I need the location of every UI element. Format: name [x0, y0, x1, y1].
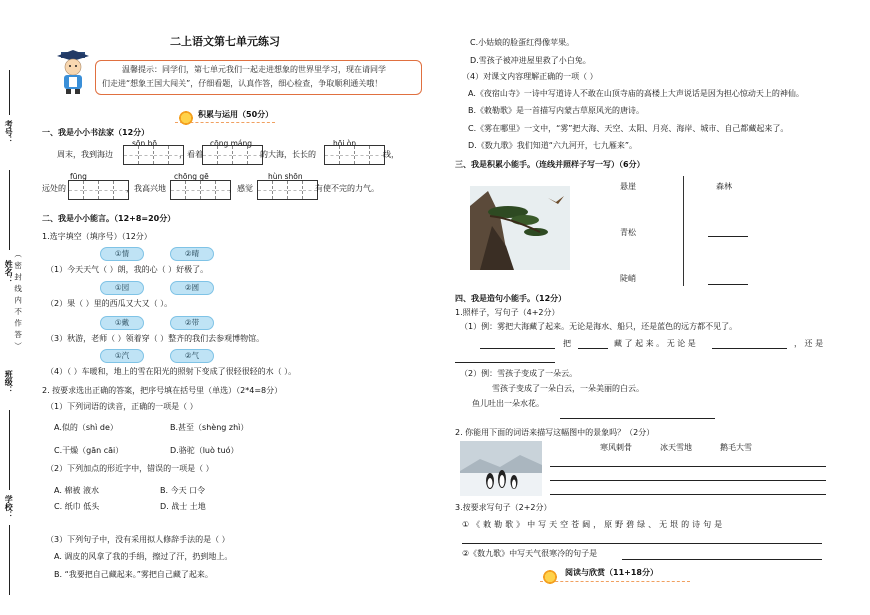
q1-text-h: 有使不完的力气。	[315, 184, 379, 193]
banji-label: 班级：	[4, 370, 14, 394]
section-banner: 积累与运用（50分）	[198, 110, 274, 119]
q1-title: 一、我是小小书法家（12分）	[42, 128, 150, 137]
option: D.雪孩子被冲进屋里救了小白兔。	[470, 56, 591, 65]
option-pill: ①戴	[100, 316, 144, 330]
q1-text-a: 周末，我到海边	[57, 150, 113, 159]
q1-text-e: 远处的	[42, 184, 66, 193]
describe-word: 寒风刺骨	[600, 443, 632, 452]
word-mid: 青松	[620, 228, 636, 237]
q4-3-2: ②《数九歌》中写天气很寒冷的句子是	[462, 549, 598, 558]
word-mid: 陡峭	[620, 274, 636, 283]
q2-1-3: （3）秋游，老师（ ）领着穿（ ）整齐的我们去参观博物馆。	[46, 334, 265, 343]
option: D.骆驼（luò tuó）	[170, 446, 239, 455]
q1-text-g: ，感觉	[229, 184, 253, 193]
option: B. “我要把自己藏起来。”雾把自己藏了起来。	[54, 570, 213, 579]
answer-line[interactable]	[480, 348, 555, 349]
xingming-label: 姓名：	[4, 260, 14, 284]
option: A.似的（shì de）	[54, 423, 118, 432]
answer-line[interactable]	[560, 418, 715, 419]
option-pill: ②气	[170, 349, 214, 363]
answer-grid[interactable]	[257, 180, 318, 200]
q2-1-4: （4）（ ）车暖和，地上的雪在阳光的照射下变成了很轻很轻的水（ ）。	[46, 367, 297, 376]
notice-line-1: 温馨提示：同学们，第七单元我们一起走进想象的世界里学习，现在请同学	[122, 65, 386, 74]
binding-margin	[0, 0, 30, 615]
word-mid: 悬崖	[620, 182, 636, 191]
binding-line	[9, 70, 10, 115]
q4-3-1: ①《敕勒歌》中写天空苍阔，原野碧绿、无垠的诗句是	[462, 520, 726, 529]
notice-box	[95, 60, 422, 95]
q4-1-2: （2）例：雪孩子变成了一朵云。	[460, 369, 578, 378]
answer-line[interactable]	[622, 559, 822, 560]
option-pill: ②圆	[170, 281, 214, 295]
q4-1-1: （1）例：雾把大海藏了起来。无论是海水、船只，还是蓝色的远方都不见了。	[460, 322, 738, 331]
q4-1-2b: 鱼儿吐出一朵水花。	[472, 399, 544, 408]
option: D.《数九歌》我们知道“六九河开，七九雁来”。	[468, 141, 637, 150]
option-pill: ②晴	[170, 247, 214, 261]
answer-line[interactable]	[455, 362, 555, 363]
option: B. 今天 口令	[160, 486, 206, 495]
option: B.甚至（shèng zhì）	[170, 423, 249, 432]
fill-text: ， 还 是	[794, 339, 824, 348]
option: A. 棉被 液水	[54, 486, 99, 495]
answer-line[interactable]	[462, 543, 822, 544]
option: C.《雾在哪里》一文中，“雾”把大海、天空、太阳、月亮、海岸、城市、自己都藏起来了。	[468, 124, 789, 133]
q4-1: 1.照样子，写句子（4+2分）	[455, 308, 560, 317]
q2-2-3: （3）下列句子中，没有采用拟人修辞手法的是（ ）	[46, 535, 230, 544]
answer-line[interactable]	[550, 466, 826, 467]
option: A. 调皮的风拿了我的手绢，擦过了汗，扔到地上。	[54, 552, 233, 561]
q1-text-f: ，我高兴地	[126, 184, 166, 193]
q2-1-1: （1）今天天气（ ）朗，我的心（ ）好极了。	[46, 265, 209, 274]
answer-grid[interactable]	[123, 145, 184, 165]
cliff-pine-image	[470, 186, 570, 270]
binding-line	[9, 410, 10, 490]
describe-word: 冰天雪地	[660, 443, 692, 452]
option: C. 纸巾 低头	[54, 502, 100, 511]
divider	[683, 176, 684, 286]
kaohao-label: 考号：	[4, 120, 14, 144]
q4-title: 四、我是造句小能手。（12分）	[455, 294, 567, 303]
q2-1-2: （2）果（ ）里的西瓜又大又（ ）。	[46, 299, 173, 308]
option: B.《敕勒歌》是一首描写内蒙古草原风光的唐诗。	[468, 106, 645, 115]
fill-text: 藏 了 起 来 。 无 论 是	[614, 339, 696, 348]
answer-line[interactable]	[578, 348, 608, 349]
option: C.小姑娘的脸蛋红得像苹果。	[470, 38, 575, 47]
q4-3: 3.按要求写句子（2+2分）	[455, 503, 552, 512]
answer-line[interactable]	[550, 480, 826, 481]
option-pill: ①情	[100, 247, 144, 261]
option: D. 战士 土地	[160, 502, 206, 511]
option: A.《夜宿山寺》一诗中写道诗人不敢在山顶寺庙的高楼上大声说话是因为担心惊动天上的神仙。	[468, 89, 804, 98]
q2-2-4: （4）对课文内容理解正确的一项（ ）	[462, 72, 598, 81]
option-pill: ①汽	[100, 349, 144, 363]
option: C.干燥（gān cāi）	[54, 446, 124, 455]
q1-text-c: 的大海，长长的	[260, 150, 316, 159]
answer-line[interactable]	[708, 284, 748, 285]
answer-grid[interactable]	[170, 180, 231, 200]
q2-title: 二、我是小小能言。（12+8=20分）	[42, 214, 176, 223]
student-mascot-icon	[55, 50, 91, 94]
pinyin-6: hùn shōn	[268, 172, 303, 181]
q1-text-b: ，看着	[179, 150, 203, 159]
binding-line	[9, 525, 10, 595]
pinyin-1: sōn bō	[132, 139, 157, 148]
q4-2: 2. 你能用下面的词语来描写这幅图中的景象吗？（2分）	[455, 428, 655, 437]
pinyin-5: chōng gē	[174, 172, 209, 181]
describe-word: 鹅毛大雪	[720, 443, 752, 452]
answer-line[interactable]	[550, 494, 826, 495]
option-pill: ②带	[170, 316, 214, 330]
q4-1-2a: 雪孩子变成了一朵白云，一朵美丽的白云。	[492, 384, 644, 393]
answer-grid[interactable]	[324, 145, 385, 165]
penguins-snow-image	[460, 441, 542, 496]
banner-underline	[540, 581, 690, 582]
notice-line-2: 们走进“想象王国大闯关”，仔细看题，认真作答，细心检查，争取顺利通关哦！	[102, 79, 383, 88]
page-title: 二上语文第七单元练习	[170, 35, 280, 48]
seal-note: （密封线内不作答）	[13, 250, 23, 354]
pinyin-4: fūng	[70, 172, 87, 181]
q2-2-title: 2. 按要求选出正确的答案，把序号填在括号里（单选）（2*4=8分）	[42, 386, 283, 395]
pinyin-3: hōi òn	[333, 139, 357, 148]
answer-grid[interactable]	[68, 180, 129, 200]
q2-2-1: （1）下列词语的读音，正确的一项是（ ）	[46, 402, 198, 411]
word-right: 森林	[716, 182, 732, 191]
xuexiao-label: 学校：	[4, 495, 14, 519]
fill-text: 把	[563, 339, 571, 348]
q2-2-2: （2）下列加点的形近字中，错误的一项是（ ）	[46, 464, 214, 473]
binding-line	[9, 170, 10, 250]
section-banner: 阅读与欣赏（11+18分）	[565, 568, 658, 577]
q3-title: 三、我是积累小能手。（连线并照样子写一写）（6分）	[455, 160, 645, 169]
pinyin-2: cōng máng	[210, 139, 253, 148]
answer-line[interactable]	[708, 236, 748, 237]
answer-grid[interactable]	[202, 145, 263, 165]
q1-text-d: 线，	[383, 150, 399, 159]
option-pill: ①园	[100, 281, 144, 295]
q2-1-title: 1.选字填空（填序号）（12分）	[42, 232, 152, 241]
sun-icon	[178, 110, 194, 126]
sun-icon	[542, 569, 558, 585]
answer-line[interactable]	[712, 348, 787, 349]
